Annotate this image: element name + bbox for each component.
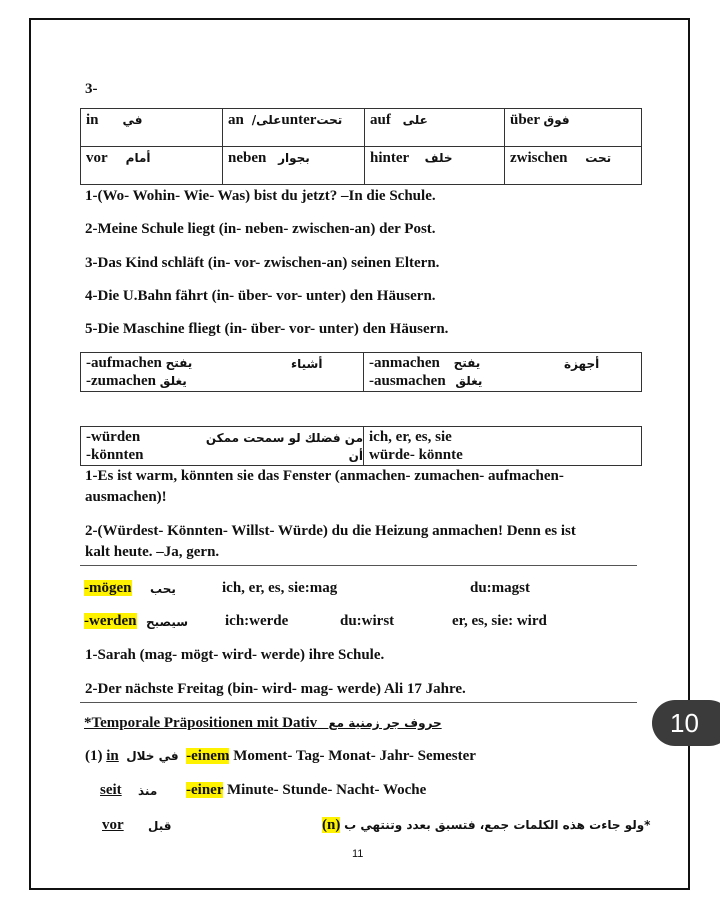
cell-in [81,109,223,147]
exercise1-q5: 5-Die Maschine fliegt (in- über- vor- unter) den Häusern. [85,321,449,337]
verb: -zumachen [86,373,156,389]
exercise1-q1: 1-(Wo- Wohin- Wie- Was) bist du jetzt? –In die Schule. [85,188,436,204]
verb: -anmachen [369,355,440,371]
divider [80,565,637,566]
werden-form3: er, es, sie: wird [452,613,547,629]
ar-word: يفتح [165,356,193,370]
ar-word: تحت [585,151,612,165]
verb: -könnten [86,447,144,463]
ar-meaning: من فضلك لو سمحت ممكن أن [205,431,363,463]
divider [80,702,637,703]
moegen-verb [84,579,132,597]
nouns: Moment- Tag- Monat- Jahr- Semester [233,748,476,764]
ar-meaning: في خلال [126,749,179,763]
cell-hinter [365,147,505,185]
de-word: über [510,112,540,128]
de-word: zwischen [510,150,568,166]
ar-word: في [122,113,143,127]
verbs-table [80,352,642,392]
temporal-row-seit [186,781,426,799]
preposition-vor: vor [102,817,124,833]
title-de: *Temporale Präpositionen mit Dativ [84,715,318,731]
forms: würde- könnte [369,447,463,463]
page-badge: 10 [652,700,720,746]
werden-form2: du:wirst [340,613,395,629]
vor-ar: قبل [148,819,172,833]
pronouns: ich, er, es, sie [369,429,452,445]
preposition-seit: seit [100,782,122,798]
row-number: (1) [85,748,103,764]
verb: -würden [86,429,141,445]
ar-word: بجوار [278,151,310,165]
cell-ueber [505,109,642,147]
cell-auf [365,109,505,147]
page-number: 11 [352,848,364,860]
moegen-ar: يحب [150,582,176,596]
article: -einer [186,782,224,798]
exercise1-q4: 4-Die U.Bahn fährt (in- über- vor- unter) den Häusern. [85,288,436,304]
de-word: hinter [370,150,409,166]
title-ar: حروف جر زمنية مع [328,716,442,730]
cell-neben [223,147,365,185]
exercise1-q2: 2-Meine Schule liegt (in- neben- zwischen-an) der Post. [85,221,436,237]
modal-table [80,426,642,466]
temporal-title [84,714,442,732]
exercise3-q1: 1-Sarah (mag- mögt- wird- werde) ihre Schule. [85,647,385,663]
moegen-form2: du:magst [470,580,531,596]
category-label: أشياء [291,357,323,371]
verbs-devices-cell [364,353,642,392]
highlighted-verb: -werden [84,613,137,629]
ar-word: يفتح [453,356,481,370]
exercise2-q1-line1: 1-Es ist warm, könnten sie das Fenster (anmachen- zumachen- aufmachen- [85,468,564,484]
verb: -aufmachen [86,355,162,371]
prepositions-table [80,108,642,185]
highlighted-verb: -mögen [84,580,132,596]
ar-word: أمام [125,151,151,165]
werden-ar: سيصبح [146,615,189,629]
note-ar: *ولو جاءت هذه الكلمات جمع، فتسبق بعدد وتنتهي ب [344,818,651,832]
verb: -ausmachen [369,373,446,389]
exercise1-q3: 3-Das Kind schläft (in- vor- zwischen-an) seinen Eltern. [85,255,440,271]
ar-word: على/ [247,113,282,127]
ar-word: تحت [316,113,343,127]
de-word: vor [86,150,108,166]
verbs-objects-cell [81,353,364,392]
seit-ar: منذ [138,784,158,798]
exercise2-q2-line1: 2-(Würdest- Könnten- Willst- Würde) du die Heizung anmachen! Denn es ist [85,523,576,539]
cell-zwischen [505,147,642,185]
article: -einem [186,748,230,764]
cell-vor [81,147,223,185]
note-highlight: (n) [322,817,341,833]
category-label: أجهزة [564,357,600,371]
ar-word: يغلق [159,374,187,388]
section-label: 3- [85,81,98,97]
preposition: in [106,748,119,764]
exercise2-q1-line2: ausmachen)! [85,489,167,505]
plural-note [322,816,650,834]
de-word: neben [228,150,267,166]
ar-word: فوق [543,113,570,127]
werden-form1: ich:werde [225,613,289,629]
werden-verb [84,612,137,630]
exercise2-q2-line2: kalt heute. –Ja, gern. [85,544,220,560]
ar-word: يغلق [455,374,483,388]
ar-word: خلف [424,151,453,165]
de-word: auf [370,112,391,128]
ar-word: على [402,113,428,127]
modal-left-cell [81,427,364,466]
exercise3-q2: 2-Der nächste Freitag (bin- wird- mag- werde) Ali 17 Jahre. [85,681,466,697]
de-word: an [228,112,244,128]
temporal-row-in [85,747,476,765]
moegen-form1: ich, er, es, sie:mag [222,580,338,596]
de-word: in [86,112,99,128]
cell-an-unter [223,109,365,147]
nouns: Minute- Stunde- Nacht- Woche [226,782,427,798]
de-word: unter [281,112,317,128]
modal-right-cell [364,427,642,466]
